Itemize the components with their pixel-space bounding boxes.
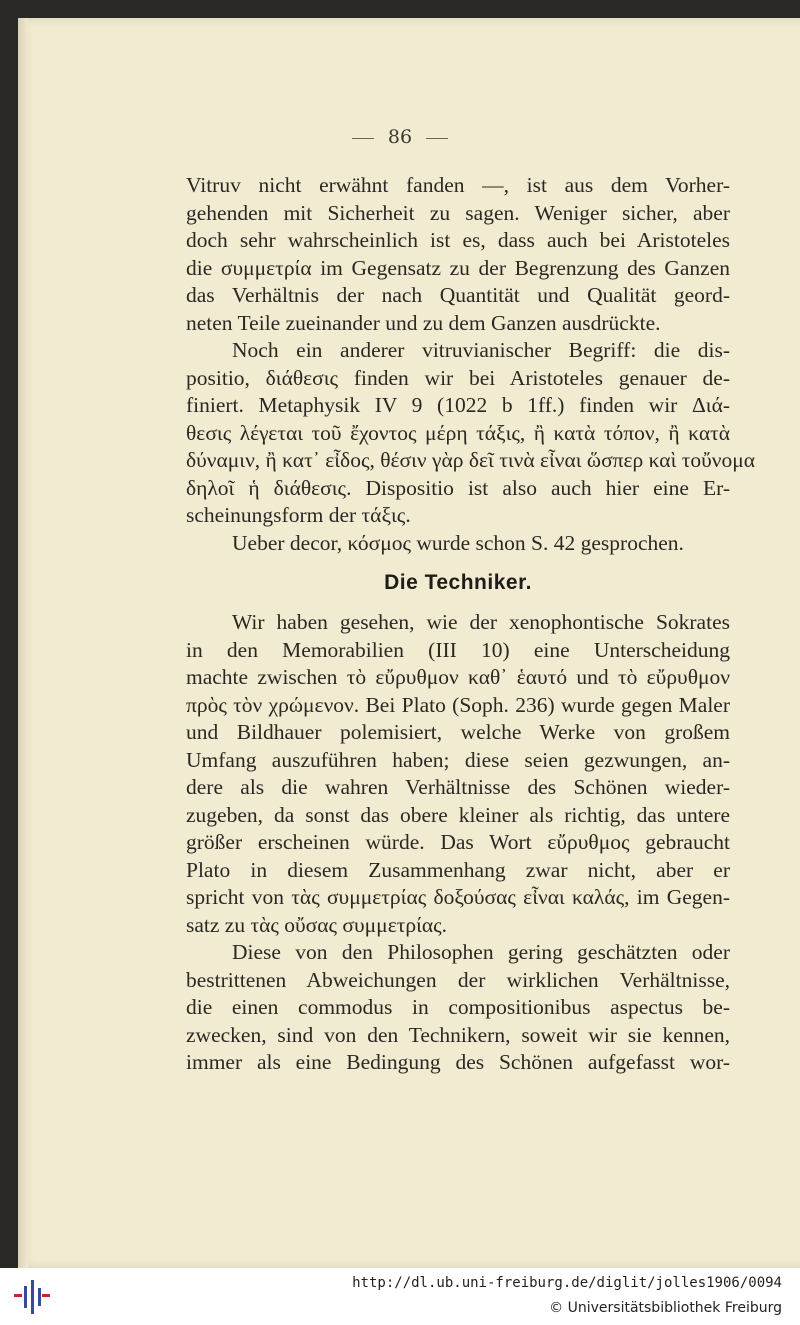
text-line: zwecken, sind von den Technikern, soweit wir sie kennen, <box>186 1022 730 1047</box>
body-text <box>186 172 756 1077</box>
text-line: scheinungsform der τάξις. <box>186 503 411 527</box>
viewer-footer <box>0 1268 800 1325</box>
text-line: gehenden mit Sicherheit zu sagen. Weniger sicher, aber <box>186 200 730 225</box>
text-line: positio, διάθεσις finden wir bei Aristoteles genauer de- <box>186 365 730 390</box>
section-heading: Die Techniker. <box>384 571 532 594</box>
copyright-notice: © Universitätsbibliothek Freiburg <box>549 1300 782 1316</box>
text-line: immer als eine Bedingung des Schönen aufgefasst wor- <box>186 1050 730 1074</box>
text-line: δύναμιν, ἢ κατ᾽ εἶδος, θέσιν γὰρ δεῖ τινὰ εἶναι ὥσπερ καὶ τοὔνομα <box>186 448 756 472</box>
text-line: größer erscheinen würde. Das Wort εὔρυθμος gebraucht <box>186 830 730 854</box>
permalink-url[interactable]: http://dl.ub.uni-freiburg.de/diglit/jolles1906/0094 <box>352 1275 782 1291</box>
text-line: doch sehr wahrscheinlich ist es, dass auch bei Aristoteles <box>186 228 730 252</box>
text-line: das Verhältnis der nach Quantität und Qualität geord- <box>186 283 730 307</box>
text-line: Vitruv nicht erwähnt fanden —, ist aus dem Vorher- <box>186 173 730 197</box>
text-line: zugeben, da sonst das obere kleiner als richtig, das untere <box>186 802 730 827</box>
text-line: finiert. Metaphysik IV 9 (1022 b 1ff.) finden wir Διά- <box>186 393 730 417</box>
text-line: πρὸς τὸν χρώμενον. Bei Plato (Soph. 236) wurde gegen Maler <box>186 692 730 717</box>
text-line: Noch ein anderer vitruvianischer Begriff: die dis- <box>232 338 730 362</box>
text-line: Umfang auszuführen haben; diese seien gezwungen, an- <box>186 747 730 772</box>
text-line: θεσις λέγεται τοῦ ἔχοντος μέρη τάξις, ἢ κατὰ τόπον, ἢ κατὰ <box>186 420 730 445</box>
text-line: in den Memorabilien (III 10) eine Unterscheidung <box>186 637 730 662</box>
text-line: die συμμετρία im Gegensatz zu der Begrenzung des Ganzen <box>186 255 730 280</box>
text-line: bestrittenen Abweichungen der wirklichen Verhältnisse, <box>186 967 730 992</box>
text-line: Plato in diesem Zusammenhang zwar nicht, aber er <box>186 857 730 882</box>
text-line: satz zu τὰς οὔσας συμμετρίας. <box>186 912 448 937</box>
page-number <box>0 126 800 148</box>
text-line: spricht von τὰς συμμετρίας δοξούσας εἶναι καλάς, im Gegen- <box>186 885 730 909</box>
text-line: Ueber decor, κόσμος wurde schon S. 42 gesprochen. <box>232 530 684 555</box>
page-gutter-shadow <box>18 18 28 1268</box>
page-number-dash-left <box>352 138 374 139</box>
page-number-dash-right <box>426 138 448 139</box>
text-line: die einen commodus in compositionibus aspectus be- <box>186 995 730 1019</box>
text-line: machte zwischen τὸ εὔρυθμον καθ᾽ ἑαυτό und τὸ εὔρυθμον <box>186 665 730 689</box>
text-line: neten Teile zueinander und zu dem Ganzen ausdrückte. <box>186 310 661 335</box>
text-line: Diese von den Philosophen gering geschätzten oder <box>232 940 730 964</box>
ub-freiburg-logo-icon[interactable] <box>12 1278 52 1316</box>
text-line: Wir haben gesehen, wie der xenophontische Sokrates <box>232 610 730 634</box>
text-line: und Bildhauer polemisiert, welche Werke von großem <box>186 720 730 744</box>
text-line: dere als die wahren Verhältnisse des Schönen wieder- <box>186 775 730 799</box>
text-line: δηλοῖ ἡ διάθεσις. Dispositio ist also auch hier eine Er- <box>186 475 730 500</box>
page-number-text: 86 <box>387 126 413 148</box>
